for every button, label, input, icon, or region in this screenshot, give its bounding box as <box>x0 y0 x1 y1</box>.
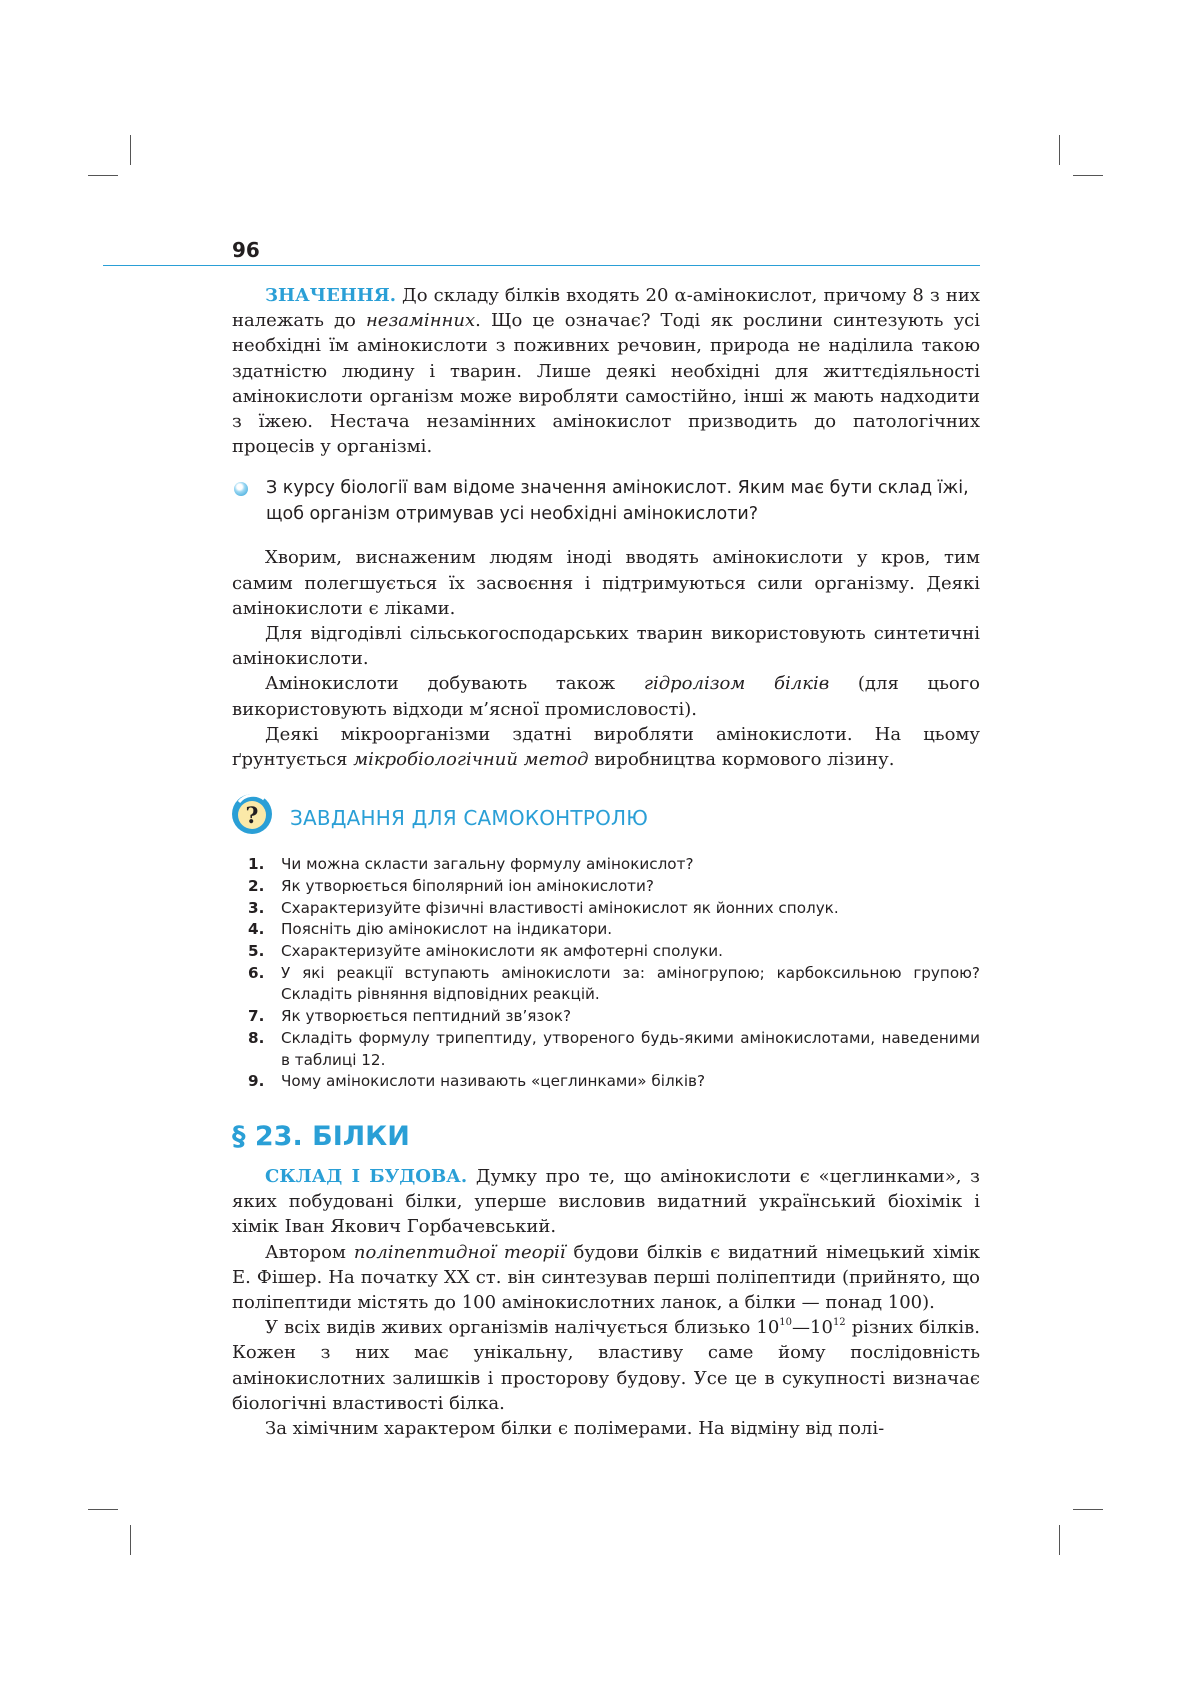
question-mark-icon <box>230 792 274 836</box>
crop-mark <box>1059 135 1060 165</box>
paragraph: За хімічним характером білки є полімерами. На відміну від полі- <box>265 1418 885 1440</box>
list-item: 2. Як утворюється біполярний іон амінокислоти? <box>248 876 654 895</box>
list-item: 4. Поясніть дію амінокислот на індикатори. <box>248 920 613 939</box>
list-item: 6. У які реакції вступають амінокислоти за: аміногрупою; карбоксильною групою? Складіть рівняння відповідних реакцій. <box>248 963 980 1004</box>
paragraph: Амінокислоти добувають також гідролізом білків (для цього використовують відходи м’ясної промисловості). <box>232 673 980 720</box>
tasks-title: ЗАВДАННЯ ДЛЯ САМОКОНТРОЛЮ <box>290 806 649 831</box>
section-title: § 23. БІЛКИ <box>232 1120 410 1152</box>
paragraph: Для відгодівлі сільськогосподарських тварин використовують синтетичні амінокислоти. <box>232 623 980 670</box>
crop-mark <box>130 1525 131 1555</box>
question-block <box>232 475 980 527</box>
crop-mark <box>88 1509 118 1510</box>
paragraph: Деякі мікроорганізми здатні виробляти амінокислоти. На цьому ґрунтується мікробіологічний метод виробництва кормового лізину. <box>232 723 980 771</box>
tasks-header <box>232 794 980 840</box>
list-item: 8. Складіть формулу трипептиду, утвореного будь-якими амінокислотами, наведеними в таблиці 12. <box>248 1028 980 1069</box>
paragraph-composition: СКЛАД І БУДОВА. Думку про те, що амінокислоти є «цеглинками», з яких побудовані білки, уперше висловив видатний український біохімік і хімік Іван Якович Горбачевський. <box>232 1165 980 1238</box>
list-item: 5. Схарактеризуйте амінокислоти як амфотерні сполуки. <box>248 942 723 961</box>
svg-text:?: ? <box>245 803 259 830</box>
page-content <box>232 283 980 1441</box>
crop-mark <box>1073 1509 1103 1510</box>
list-item: 1. Чи можна скласти загальну формулу амінокислот? <box>248 855 694 874</box>
crop-mark <box>130 135 131 165</box>
circle-bullet-icon <box>234 482 248 496</box>
header-rule <box>103 265 980 266</box>
lead-composition: СКЛАД І БУДОВА. <box>265 1165 468 1187</box>
page-number: 96 <box>232 238 260 262</box>
paragraph-meaning: ЗНАЧЕННЯ. До складу білків входять 20 α-амінокислот, причому 8 з них належать до незамінних. Що це означає? Тоді як рослини синтезують усі необхідні їм амінокислоти з поживних речовин, природа не наділила такою здатністю людину і тварин. Лише деякі необхідні для життєдіяльності амінокислоти організм може виробляти самостійно, інші ж мають надходити з їжею. Нестача незамінних амінокислот призводить до патологічних процесів у організмі. <box>232 285 980 458</box>
crop-mark <box>88 175 118 176</box>
list-item: 9. Чому амінокислоти називають «цеглинками» білків? <box>248 1072 706 1091</box>
paragraph: Автором поліпептидної теорії будови білків є видатний німецький хімік Е. Фішер. На початку XX ст. він синтезував перші поліпептиди (прийнято, що поліпептиди містять до 100 амінокислотних ланок, а білки — понад 100). <box>232 1241 980 1313</box>
tasks-list <box>232 854 980 1093</box>
question-text: З курсу біології вам відоме значення амінокислот. Яким має бути склад їжі, щоб організм отримував усі необхідні амінокислоти? <box>266 478 969 525</box>
paragraph: У всіх видів живих організмів налічується близько $10^{10}—10^{12}$ різних білків. Кожен з них має унікальну, властиву саме йому послідовність амінокислотних залишків і просторову будову. Усе це в сукупності визначає біологічні властивості білка. <box>232 1317 980 1414</box>
lead-meaning: ЗНАЧЕННЯ. <box>265 285 396 306</box>
list-item: 7. Як утворюється пептидний зв’язок? <box>248 1007 572 1026</box>
crop-mark <box>1059 1525 1060 1555</box>
list-item: 3. Схарактеризуйте фізичні властивості амінокислот як йонних сполук. <box>248 898 839 917</box>
crop-mark <box>1073 175 1103 176</box>
paragraph: Хворим, виснаженим людям іноді вводять амінокислоти у кров, тим самим полегшується їх засвоєння і підтримуються сили організму. Деякі амінокислоти є ліками. <box>232 547 980 619</box>
